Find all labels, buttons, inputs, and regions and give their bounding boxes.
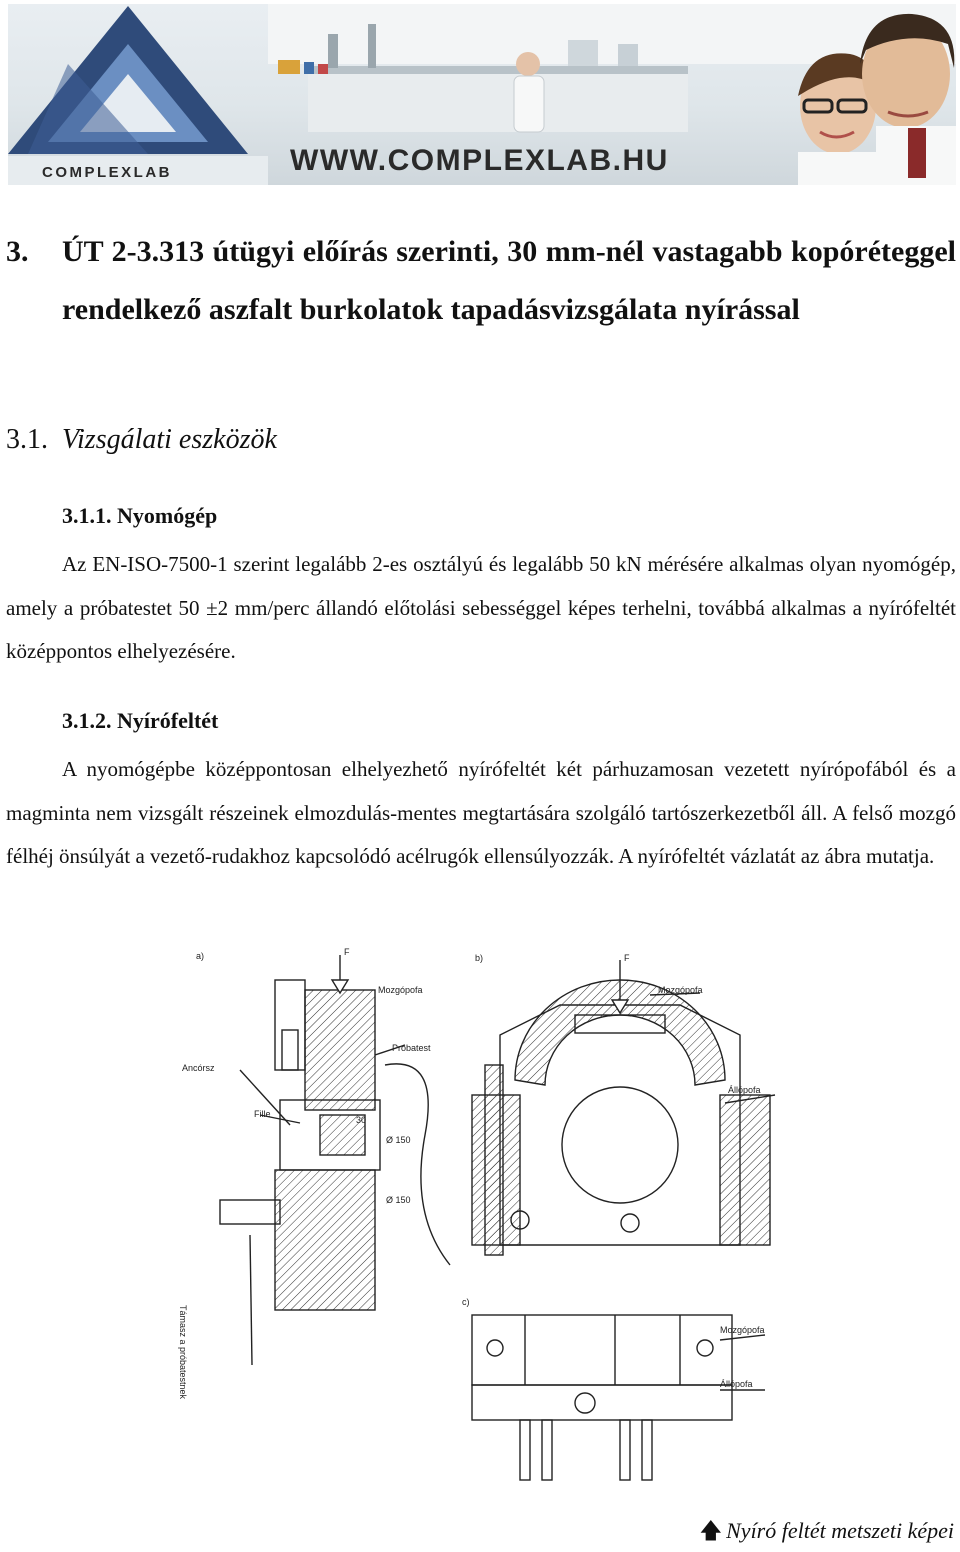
section-heading [6,223,956,339]
item-heading-nyomogep: 3.1.1. Nyomógép [62,503,218,528]
figure-label-b: b) [475,953,484,963]
label-anchor: Ancórsz [182,1063,215,1073]
header-banner [8,4,956,185]
caption-text: Nyíró feltét metszeti képei [726,1518,954,1543]
shear-device-drawing [180,945,780,1505]
up-arrow-icon: 🡅 [699,1519,723,1544]
subsection-title: Vizsgálati eszközök [62,424,277,455]
label-dim-150-b: Ø 150 [386,1195,411,1205]
section-title: ÚT 2-3.313 útügyi előírás szerinti, 30 mm-nél vastagabb kopóréteggel rendelkező aszfalt burkolatok tapadásvizsgálata nyírással [62,235,956,326]
label-allopofa-c: Állópofa [720,1379,753,1389]
force-label-b: F [624,953,630,963]
subsection-number: 3.1. [6,424,48,455]
banner-brand: COMPLEXLAB [42,164,172,181]
figure-label-c: c) [462,1297,470,1307]
label-mozgopofa-b: Mozgópofa [658,985,703,995]
label-mozgopofa-a: Mozgópofa [378,985,423,995]
label-dim-150-a: Ø 150 [386,1135,411,1145]
force-label-a: F [344,947,350,957]
label-vertical-support: Támasz a próbatestnek [178,1305,188,1400]
paragraph-nyomogep: Az EN-ISO-7500-1 szerint legalább 2-es osztályú és legalább 50 kN mérésére alkalmas olyan nyomógép, amely a próbatestet 50 ±2 mm/perc állandó előtolási sebességgel képes terhelni, továbbá alkalmas a nyírófeltét középpontos elhelyezésére. [6,552,956,663]
label-allopofa-b: Állópofa [728,1085,761,1095]
banner-url: WWW.COMPLEXLAB.HU [290,144,669,177]
subsection-heading [6,424,277,456]
technical-sketch [180,945,780,1505]
figure-caption [700,1514,955,1552]
label-mozgopofa-c: Mozgópofa [720,1325,765,1335]
figure-label-a: a) [196,951,205,961]
label-probatest: Próbatest [392,1043,431,1053]
label-fill: Fille [254,1109,271,1119]
item-heading-nyirofeltet: 3.1.2. Nyírófeltét [62,708,219,733]
paragraph-nyirofeltet: A nyomógépbe középpontosan elhelyezhető nyírófeltét két párhuzamosan vezetett nyírópofából és a magminta nem vizsgált részeinek elmozdulás-mentes megtartására szolgáló tartószerkezetből áll. A felső mozgó félhéj önsúlyát a vezető-rudakhoz kapcsolódó acélrugók ellensúlyozzák. A nyírófeltét vázlatát az ábra mutatja. [6,757,956,868]
section-number: 3. [6,235,29,268]
label-dim-30: 30 [356,1115,367,1125]
